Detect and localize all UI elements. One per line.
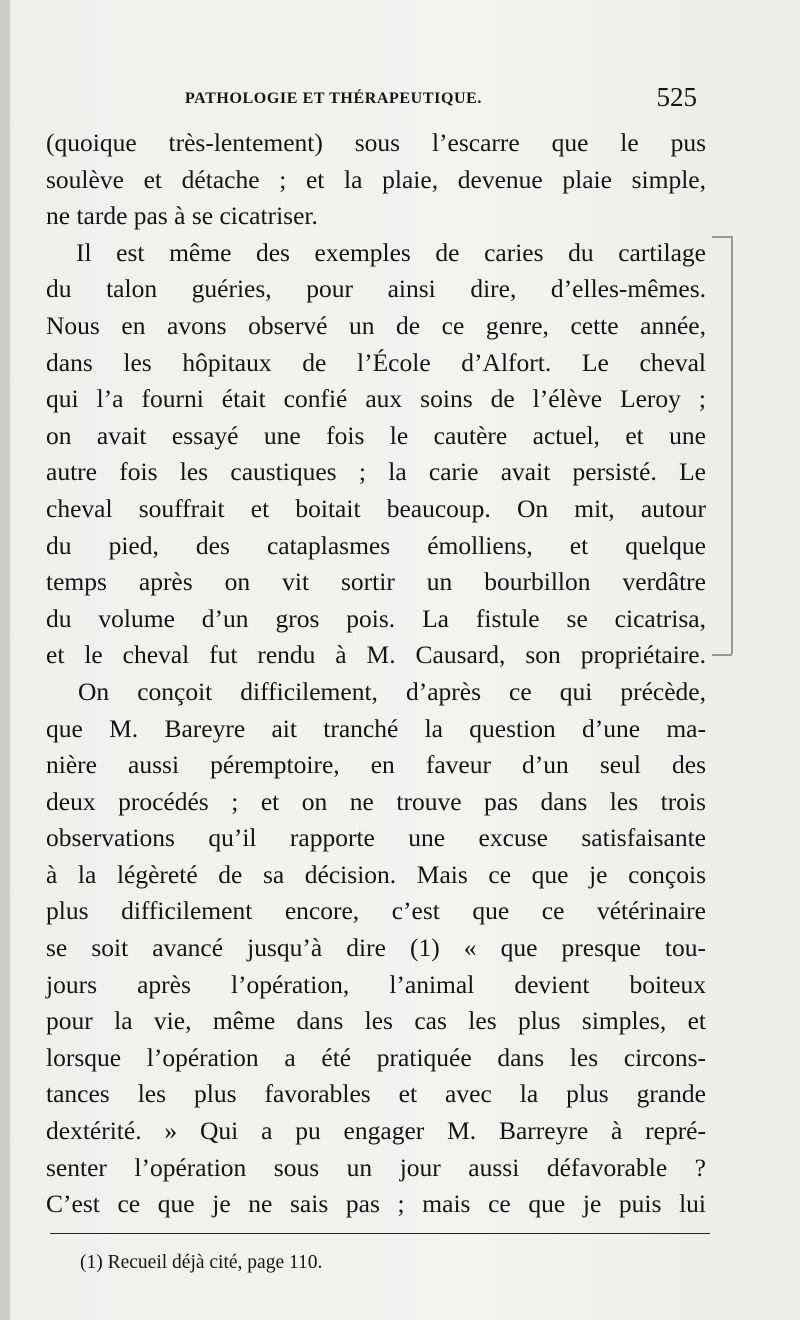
margin-bracket-line [712,236,732,238]
footnote: (1) Recueil déjà cité, page 110. [80,1252,323,1273]
text-line: à la légèreté de sa décision. Mais ce que je conçois [46,859,706,889]
page-binding-edge [0,0,10,1320]
footnote-rule [50,1233,710,1234]
text-line: ne tarde pas à se cicatriser. [46,201,318,231]
text-line: nière aussi péremptoire, en faveur d’un seul des [46,750,706,780]
page-number: 525 [656,82,697,112]
text-line: temps après on vit sortir un bourbillon verdâtre [46,567,706,597]
text-line: plus difficilement encore, c’est que ce vétérinaire [46,896,706,926]
text-line: senter l’opération sous un jour aussi défavorable ? [46,1152,706,1182]
text-line: tances les plus favorables et avec la plus grande [46,1079,706,1109]
text-line: C’est ce que je ne sais pas ; mais ce que je puis lui [46,1189,706,1219]
text-line: du volume d’un gros pois. La fistule se cicatrisa, [46,603,706,633]
text-line: (quoique très-lentement) sous l’escarre que le pus [46,128,706,157]
paragraph-start-line: Il est même des exemples de caries du cartilage [76,237,706,267]
text-line: se soit avancé jusqu’à dire (1) « que presque tou- [46,933,706,963]
text-line: deux procédés ; et on ne trouve pas dans les trois [46,786,706,816]
text-line: observations qu’il rapporte une excuse satisfaisante [46,823,706,853]
text-line: cheval souffrait et boitait beaucoup. On mit, autour [46,493,706,523]
text-line: Nous en avons observé un de ce genre, cette année, [46,310,706,340]
body-text [46,125,706,1223]
text-line: lorsque l’opération a été pratiquée dans les circons- [46,1042,706,1072]
text-line: du pied, des cataplasmes émolliens, et quelque [46,530,706,560]
text-line: pour la vie, même dans les cas les plus simples, et [46,1006,706,1036]
paragraph-start-line: On conçoit difficilement, d’après ce qui précède, [78,676,706,706]
text-line: dextérité. » Qui a pu engager M. Barreyre à repré- [46,1116,706,1146]
text-line: qui l’a fourni était confié aux soins de l’élève Leroy ; [46,384,706,414]
page-header [185,84,705,118]
text-line: que M. Bareyre ait tranché la question d’une ma- [46,713,706,743]
text-line: dans les hôpitaux de l’École d’Alfort. Le cheval [46,347,706,377]
text-line: du talon guéries, pour ainsi dire, d’elles-mêmes. [46,274,706,304]
margin-bracket-line [712,654,732,656]
text-line: soulève et détache ; et la plaie, devenue plaie simple, [46,164,706,194]
text-line: jours après l’opération, l’animal devient boiteux [46,969,706,999]
running-head: PATHOLOGIE ET THÉRAPEUTIQUE. [185,90,483,107]
text-line: autre fois les caustiques ; la carie avait persisté. Le [46,457,706,487]
text-line: on avait essayé une fois le cautère actuel, et une [46,420,706,450]
text-line: et le cheval fut rendu à M. Causard, son propriétaire. [46,640,706,670]
margin-bracket-line [731,236,733,654]
